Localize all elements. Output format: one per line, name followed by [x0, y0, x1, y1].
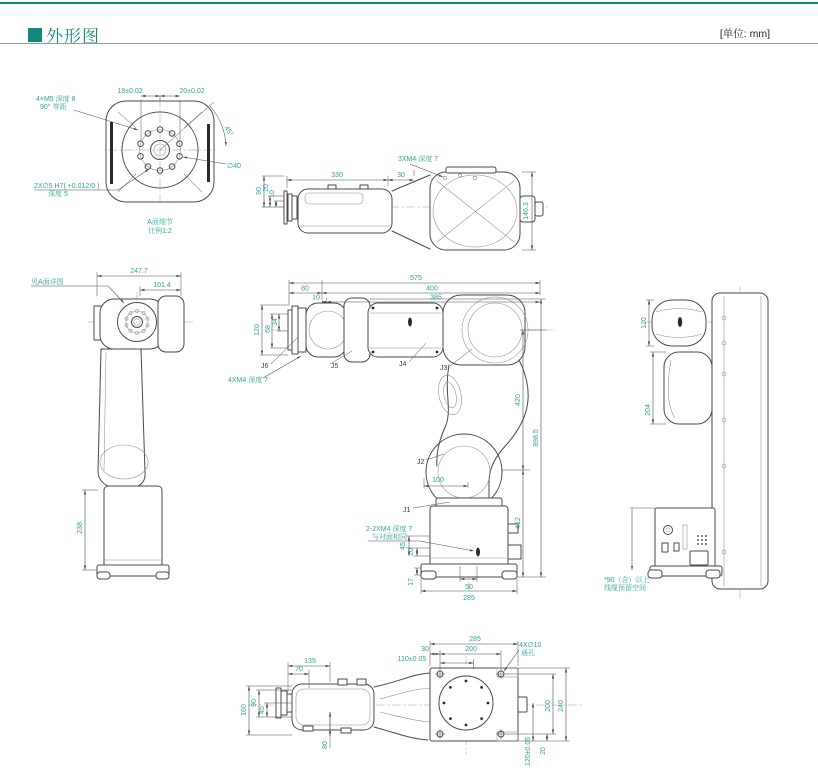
pin-note-line2: 深度 5	[48, 191, 68, 198]
page-title: 外形图	[46, 27, 100, 46]
dim-240: 240	[558, 700, 565, 712]
dim-bolt-circle: ∅40	[227, 163, 241, 170]
label-j1: J1	[403, 507, 411, 514]
dim-68: 68	[265, 325, 272, 333]
dim-101-4: 101.4	[153, 282, 171, 289]
dim-90-top: 90	[256, 187, 263, 195]
dim-412: 412	[515, 517, 522, 529]
dim-90-bottom: 90	[251, 699, 258, 707]
label-j3: J3	[440, 365, 448, 372]
dim-160: 160	[241, 704, 248, 716]
cable-note-line1: *90（含）以上	[604, 577, 650, 584]
dim-50: 50	[465, 584, 473, 591]
dim-575: 575	[410, 275, 422, 282]
dim-20-top: 20	[263, 184, 270, 192]
dim-120-right: 120	[641, 317, 648, 329]
dim-400: 400	[426, 285, 438, 293]
dim-420: 420	[515, 394, 522, 406]
dim-70: 70	[295, 666, 303, 673]
top-view	[256, 154, 548, 250]
dim-146-3: 146.3	[523, 202, 530, 220]
dim-120-front: 120	[254, 324, 261, 336]
cable-note-line2: 线缆预留空间	[604, 585, 646, 592]
dim-80: 80	[322, 741, 329, 749]
dim-45deg: 45°	[222, 125, 235, 138]
bottom-view	[241, 636, 582, 766]
dim-20-base: 20	[408, 548, 415, 556]
dim-10: 10	[312, 294, 320, 302]
dim-330: 330	[331, 172, 343, 179]
dim-20-bottom: 20	[540, 747, 547, 755]
dim-80: 80	[301, 285, 309, 293]
detail-a-caption: A面细节	[147, 219, 173, 226]
dim-204: 204	[645, 404, 652, 416]
dim-100: 100	[432, 477, 444, 484]
dim-898-5: 898.5	[533, 429, 540, 447]
front-main-view	[228, 275, 556, 602]
dim-19: 19±0.02	[117, 88, 143, 95]
thread-4xm4: 4XM4 深度 7	[228, 377, 269, 384]
dim-135: 135	[304, 658, 316, 665]
dim-45-base: 45	[400, 542, 407, 550]
pin-note-line1: 2X∅5 H7( +0.012/0 )	[34, 183, 100, 190]
dim-200-bottom: 200	[465, 646, 477, 653]
dim-45-bottom: 45	[259, 706, 266, 714]
right-side-view	[604, 286, 768, 600]
detail-a-view	[34, 88, 241, 235]
dim-285-bottom: 285	[469, 636, 481, 643]
dim-30: 30	[397, 172, 405, 179]
see-detail-a-note: 见A面详图	[31, 279, 64, 286]
label-j4: J4	[399, 361, 407, 368]
thread-note-line2: 90° 等距	[40, 104, 67, 111]
unit-label: [单位: mm]	[719, 28, 770, 40]
dim-30-bottom: 30	[421, 646, 429, 653]
dim-285-front: 285	[463, 595, 475, 602]
dim-34: 34	[272, 318, 279, 326]
dim-385: 385	[430, 294, 442, 302]
base-thread-line2: 与对面相同	[372, 534, 407, 541]
label-j2: J2	[417, 459, 425, 466]
left-side-view	[31, 268, 195, 579]
label-j5: J5	[331, 363, 339, 370]
thread-note-line1: 4×M5 深度 8	[36, 96, 76, 103]
dim-238: 238	[77, 522, 84, 534]
dim-247-7: 247.7	[130, 268, 148, 275]
dim-10-top: 10	[269, 190, 276, 198]
label-j6: J6	[261, 363, 269, 370]
base-thread-line1: 2-2XM4 深度 7	[366, 526, 413, 533]
holes-4x10-line1: 4X∅10	[519, 642, 542, 649]
detail-a-scale: 比例1:2	[148, 228, 172, 235]
dim-20: 20±0.02	[179, 88, 205, 95]
dim-120-tol: 120±0.05	[525, 736, 532, 766]
thread-3xm4: 3XM4 深度 7	[398, 156, 439, 163]
dim-110: 110±0.05	[397, 656, 427, 663]
holes-4x10-line2: 通孔	[521, 650, 535, 657]
dim-200-right: 200	[545, 700, 552, 712]
dim-17: 17	[408, 578, 415, 586]
